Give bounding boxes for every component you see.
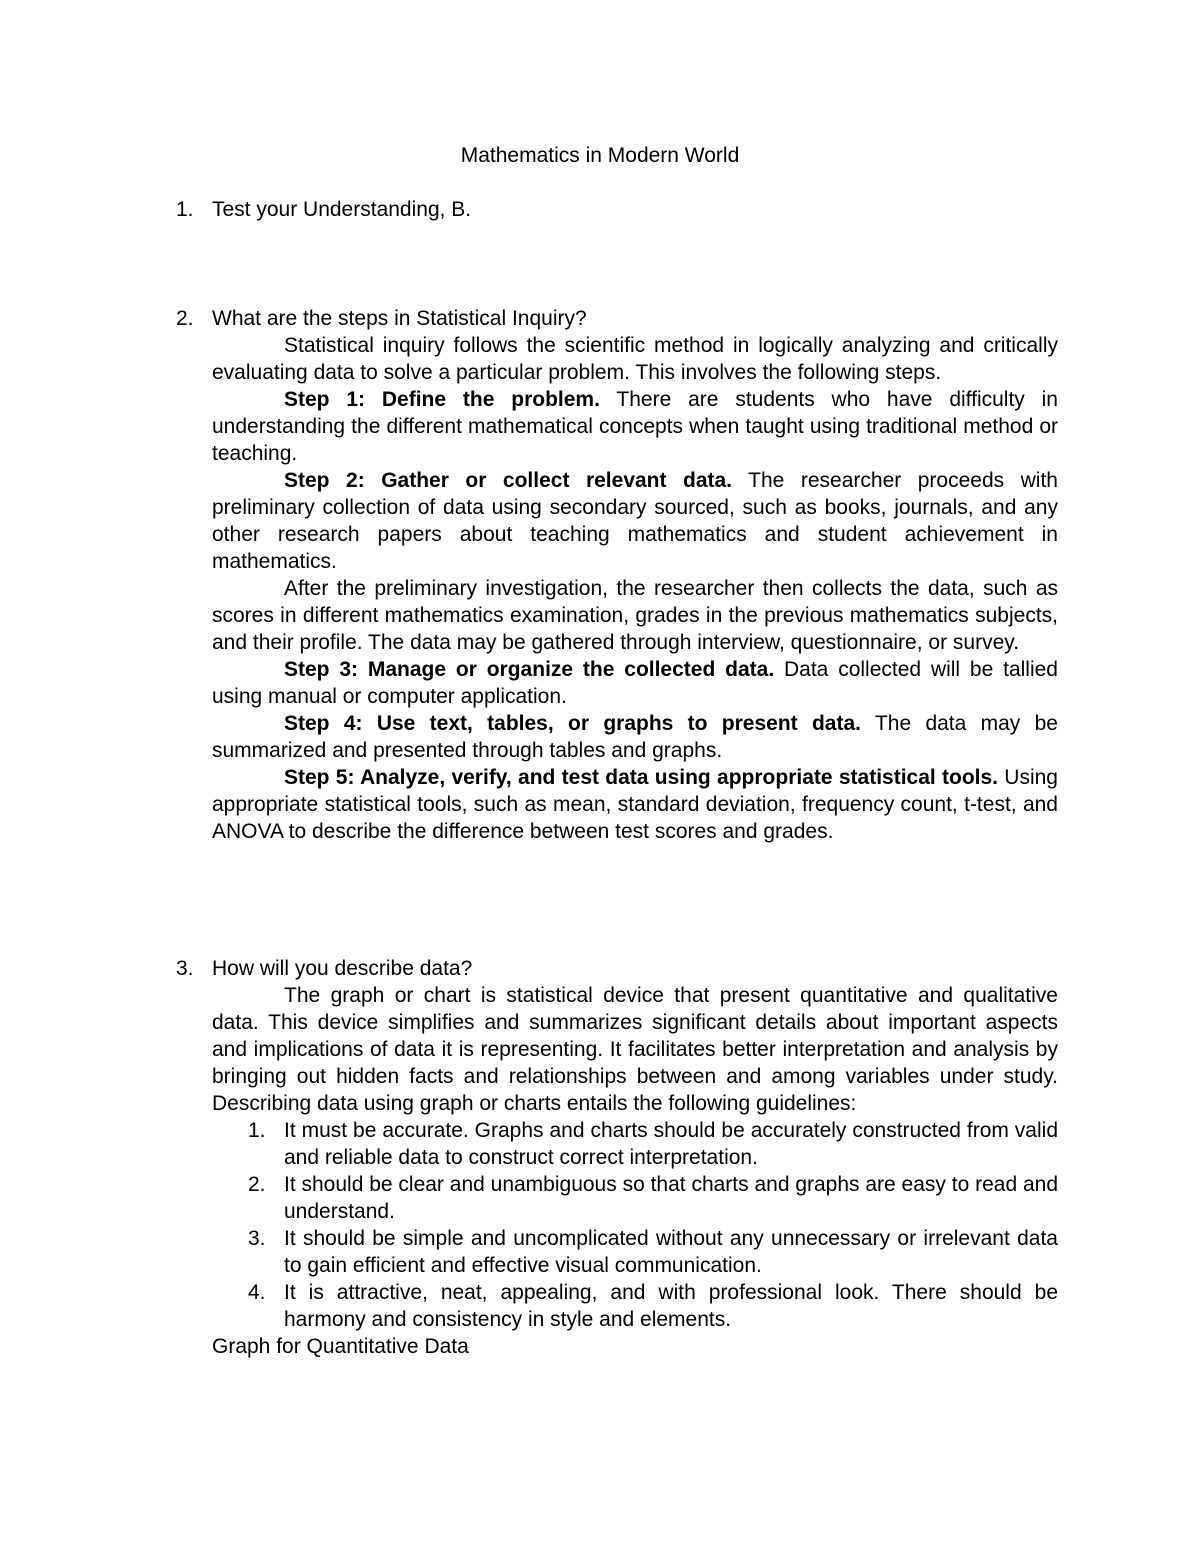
question-1-number: 1.	[176, 198, 194, 221]
question-3	[176, 955, 1058, 1360]
step-3-text: Data collected will be tallied using manual or computer application.	[212, 658, 1058, 708]
document-title: Mathematics in Modern World	[460, 144, 740, 167]
step-4	[212, 710, 1058, 764]
step-4-label: Step 4: Use text, tables, or graphs to present data.	[284, 712, 861, 735]
guideline-item	[248, 1171, 1058, 1225]
guideline-number: 3.	[248, 1227, 266, 1250]
step-5-label: Step 5: Analyze, verify, and test data using appropriate statistical tools.	[284, 766, 999, 789]
guideline-text: It should be simple and uncomplicated without any unnecessary or irrelevant data to gain efficient and effective visual communication.	[284, 1227, 1058, 1277]
guideline-number: 1.	[248, 1119, 266, 1142]
step-2-continued-text: After the preliminary investigation, the researcher then collects the data, such as scores in different mathematics examination, grades in the previous mathematics subjects, and their profile. The data may be gathered through interview, questionnaire, or survey.	[212, 577, 1058, 654]
step-1-label: Step 1: Define the problem.	[284, 388, 600, 411]
step-4-text: The data may be summarized and presented through tables and graphs.	[212, 712, 1058, 762]
graph-heading: Graph for Quantitative Data	[212, 1335, 469, 1358]
guideline-text: It must be accurate. Graphs and charts should be accurately constructed from valid and reliable data to construct correct interpretation.	[284, 1119, 1058, 1169]
guideline-number: 2.	[248, 1173, 266, 1196]
question-1	[176, 196, 1058, 223]
guidelines-list	[248, 1117, 1058, 1333]
guideline-text: It should be clear and unambiguous so that charts and graphs are easy to read and understand.	[284, 1173, 1059, 1223]
question-1-text: Test your Understanding, B.	[212, 198, 472, 221]
step-2-continued	[212, 575, 1058, 656]
question-2-text: What are the steps in Statistical Inquiry?	[212, 307, 587, 330]
guideline-item	[248, 1117, 1058, 1171]
question-2-number: 2.	[176, 307, 194, 330]
guideline-item	[248, 1279, 1058, 1333]
step-3-label: Step 3: Manage or organize the collected data.	[284, 658, 775, 681]
guideline-text: It is attractive, neat, appealing, and with professional look. There should be harmony and consistency in style and elements.	[284, 1281, 1058, 1331]
question-2-intro: Statistical inquiry follows the scientific method in logically analyzing and critically evaluating data to solve a particular problem. This involves the following steps.	[212, 334, 1058, 384]
question-3-intro: The graph or chart is statistical device that present quantitative and qualitative data. This device simplifies and summarizes significant details about important aspects and implications of data it is representing. It facilitates better interpretation and analysis by bringing out hidden facts and relationships between and among variables under study. Describing data using graph or charts entails the following guidelines:	[212, 984, 1058, 1115]
guideline-number: 4.	[248, 1281, 266, 1304]
step-2-text: The researcher proceeds with preliminary collection of data using secondary sourced, such as books, journals, and any other research papers about teaching mathematics and student achievement in mathematics.	[212, 469, 1058, 573]
step-1	[212, 386, 1058, 467]
question-2	[176, 305, 1058, 845]
guideline-item	[248, 1225, 1058, 1279]
question-3-number: 3.	[176, 957, 194, 980]
step-2	[212, 467, 1058, 575]
step-3	[212, 656, 1058, 710]
step-5-text: Using appropriate statistical tools, such as mean, standard deviation, frequency count, t-test, and ANOVA to describe the difference between test scores and grades.	[212, 766, 1058, 843]
step-5	[212, 764, 1058, 845]
question-3-text: How will you describe data?	[212, 957, 473, 980]
step-2-label: Step 2: Gather or collect relevant data.	[284, 469, 733, 492]
step-1-text: There are students who have difficulty in understanding the different mathematical concepts when taught using traditional method or teaching.	[212, 388, 1058, 465]
